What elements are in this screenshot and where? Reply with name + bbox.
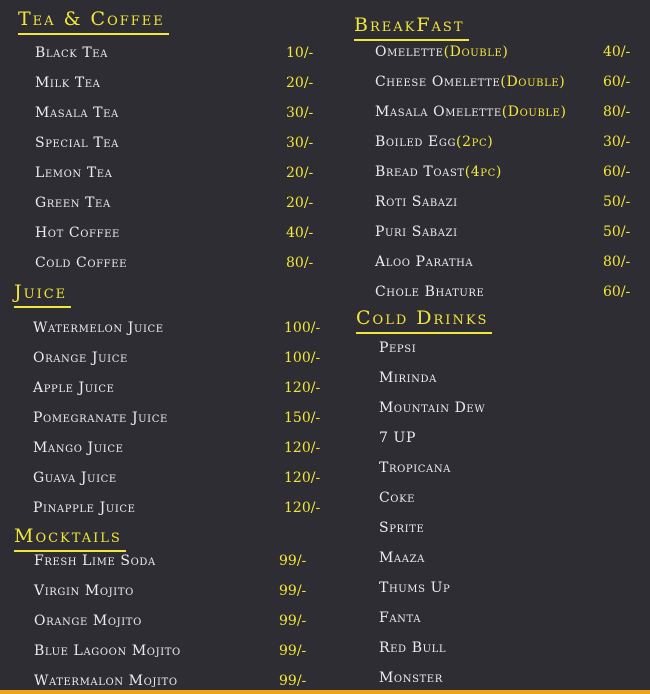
title-underline <box>18 33 169 35</box>
menu-item <box>0 222 650 242</box>
item-price: 60/- <box>603 284 631 300</box>
item-price: 80/- <box>603 254 631 270</box>
item-price: 120/- <box>284 380 321 396</box>
item-name: Sprite <box>379 520 425 536</box>
item-name: Special Tea <box>35 135 119 151</box>
item-price: 99/- <box>279 643 307 659</box>
item-price: 50/- <box>603 194 631 210</box>
item-name: Orange Juice <box>33 350 128 366</box>
item-name: Green Tea <box>35 195 111 211</box>
item-name: Fanta <box>379 610 422 626</box>
item-price: 120/- <box>284 440 321 456</box>
title-underline <box>356 332 492 334</box>
item-name: Bread Toast(4pc) <box>375 164 502 180</box>
item-name: Thums Up <box>379 580 451 596</box>
item-name: Aloo Paratha <box>375 254 474 270</box>
item-name: Mountain Dew <box>379 400 486 416</box>
item-name: Roti Sabazi <box>375 194 458 210</box>
item-name: Virgin Mojito <box>34 583 134 599</box>
menu-item <box>0 368 650 388</box>
section-title-text: Cold Drinks <box>356 307 489 329</box>
section-title-breakfast <box>354 14 465 36</box>
menu-item <box>0 608 650 628</box>
item-name: Coke <box>379 490 416 506</box>
item-name: Apple Juice <box>33 380 115 396</box>
item-price: 60/- <box>603 74 631 90</box>
item-name: Cold Coffee <box>35 255 128 271</box>
item-price: 150/- <box>284 410 321 426</box>
item-price: 30/- <box>603 134 631 150</box>
item-name: Mirinda <box>379 370 437 386</box>
section-title-text: Tea & Coffee <box>18 8 165 30</box>
item-price: 40/- <box>603 44 631 60</box>
menu-item <box>0 668 650 688</box>
item-name: Lemon Tea <box>35 165 113 181</box>
menu-item <box>0 548 650 568</box>
menu-item <box>0 638 650 658</box>
item-price: 120/- <box>284 500 321 516</box>
title-underline <box>14 306 71 308</box>
item-name: Watermalon Mojito <box>34 673 178 689</box>
item-name: Omelette(Double) <box>375 44 509 60</box>
item-price: 80/- <box>603 104 631 120</box>
menu-item <box>0 318 650 338</box>
item-name: Chole Bhature <box>375 284 485 300</box>
menu-item <box>0 132 650 152</box>
menu-item <box>0 192 650 212</box>
item-name: Masala Omelette(Double) <box>375 104 567 120</box>
item-price: 50/- <box>603 224 631 240</box>
menu-item <box>0 338 650 358</box>
item-name: Puri Sabazi <box>375 224 458 240</box>
item-price: 60/- <box>603 164 631 180</box>
item-name: Fresh Lime Soda <box>34 553 156 569</box>
item-name: Guava Juice <box>33 470 117 486</box>
menu-item <box>0 578 650 598</box>
section-title-text: Juice <box>14 281 68 303</box>
item-name: Milk Tea <box>35 75 101 91</box>
item-price: 30/- <box>286 105 314 121</box>
item-price: 100/- <box>284 350 321 366</box>
menu-item <box>0 518 650 538</box>
item-price: 30/- <box>286 135 314 151</box>
item-price: 99/- <box>279 553 307 569</box>
item-price: 20/- <box>286 165 314 181</box>
menu-item <box>0 42 650 62</box>
item-price: 100/- <box>284 320 321 336</box>
bottom-accent-bar <box>0 690 650 694</box>
item-name: Pomegranate Juice <box>33 410 168 426</box>
item-name: Masala Tea <box>35 105 119 121</box>
item-name: Blue Lagoon Mojito <box>34 643 181 659</box>
section-title-tea-coffee <box>18 8 165 30</box>
section-title-text: Mocktails <box>14 525 122 547</box>
item-name: Tropicana <box>379 460 451 476</box>
item-price: 120/- <box>284 470 321 486</box>
item-name: Watermelon Juice <box>33 320 164 336</box>
item-price: 99/- <box>279 673 307 689</box>
menu-item <box>0 398 650 418</box>
menu-item <box>0 282 650 302</box>
menu-item <box>0 428 650 448</box>
item-price: 20/- <box>286 195 314 211</box>
item-price: 80/- <box>286 255 314 271</box>
menu-item <box>0 458 650 478</box>
title-underline <box>354 39 469 41</box>
item-price: 10/- <box>286 45 314 61</box>
item-name: Boiled Egg(2pc) <box>375 134 494 150</box>
item-name: Red Bull <box>379 640 447 656</box>
section-title-cold-drinks <box>356 307 488 329</box>
section-title-text: BreakFast <box>354 14 465 36</box>
menu-item <box>0 162 650 182</box>
item-price: 40/- <box>286 225 314 241</box>
item-name: Cheese Omelette(Double) <box>375 74 566 90</box>
item-price: 99/- <box>279 613 307 629</box>
item-price: 20/- <box>286 75 314 91</box>
menu-item <box>0 488 650 508</box>
item-name: Hot Coffee <box>35 225 120 241</box>
item-name: Monster <box>379 670 443 686</box>
item-name: Black Tea <box>35 45 108 61</box>
item-name: Pepsi <box>379 340 417 356</box>
item-name: Maaza <box>379 550 425 566</box>
item-name: Pinapple Juice <box>33 500 136 516</box>
menu-item <box>0 252 650 272</box>
item-name: Orange Mojito <box>34 613 142 629</box>
menu-item <box>0 72 650 92</box>
item-name: 7 UP <box>379 430 416 446</box>
item-price: 99/- <box>279 583 307 599</box>
menu-item <box>0 102 650 122</box>
item-name: Mango Juice <box>33 440 124 456</box>
